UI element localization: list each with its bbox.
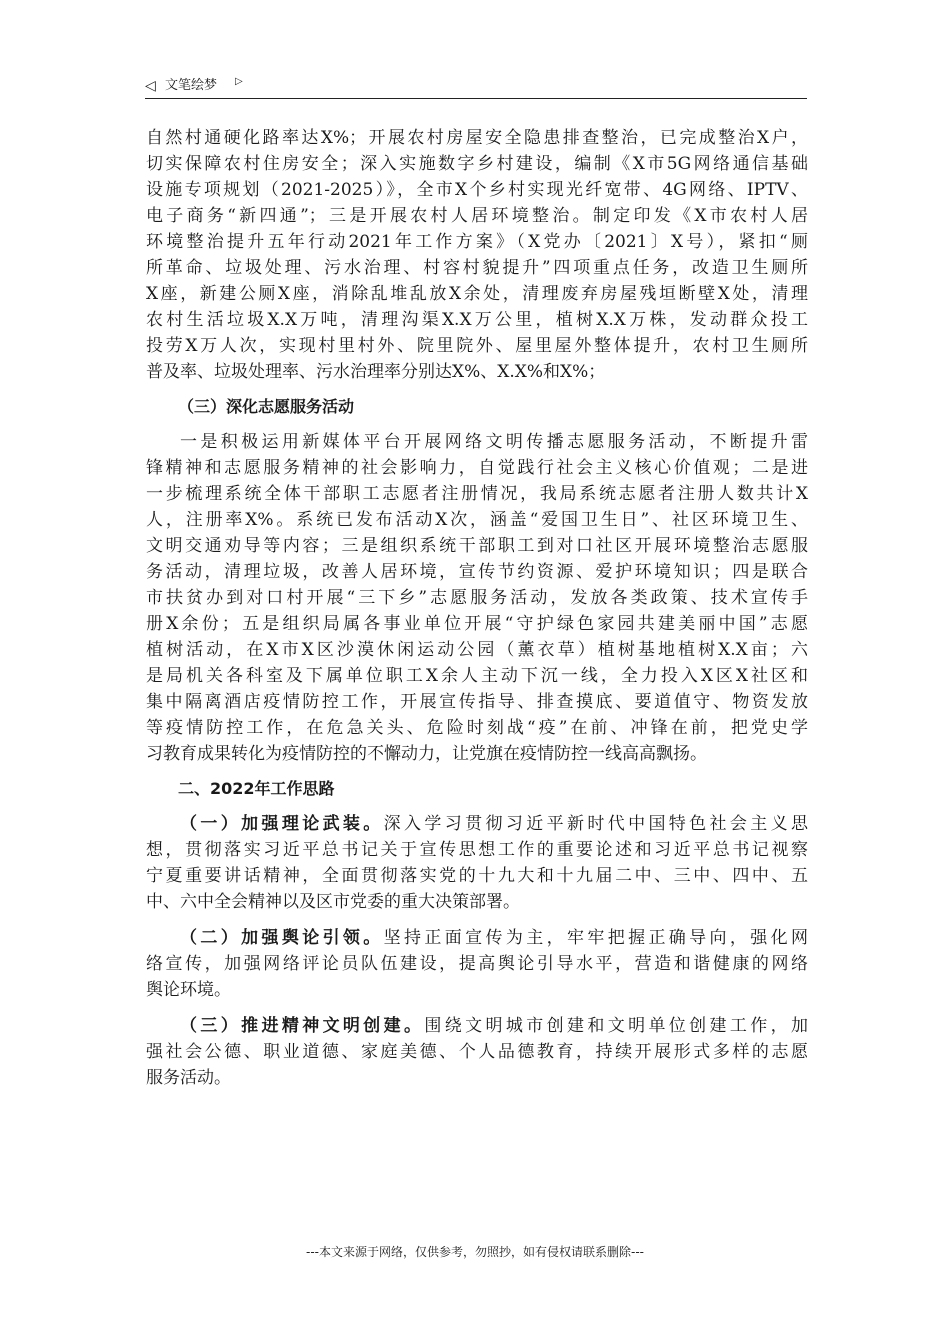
triangle-right-icon: ▷ [235,76,243,87]
section-heading-volunteer: （三）深化志愿服务活动 [178,397,355,416]
paragraph-line: 自然村通硬化路率达X%；开展农村房屋安全隐患排查整治，已完成整治X户， [146,128,808,148]
document-body [146,125,808,1091]
section-heading-2022: 二、2022年工作思路 [178,779,335,798]
paragraph-line: （一）加强理论武装。深入学习贯彻习近平新时代中国特色社会主义思 [180,814,809,834]
paragraph-line: 强社会公德、职业道德、家庭美德、个人品德教育，持续开展形式多样的志愿 [146,1042,808,1062]
paragraph-line: 一是积极运用新媒体平台开展网络文明传播志愿服务活动，不断提升雷 [180,432,808,452]
triangle-left-icon: ◁ [145,78,156,94]
paragraph-line: 设施专项规划（2021-2025）》，全市X个乡村实现光纤宽带、4G网络、IPTV、 [146,180,808,200]
paragraph-line: 络宣传，加强网络评论员队伍建设，提高舆论引导水平，营造和谐健康的网络 [146,954,808,974]
item-theory [146,811,808,915]
item-title: （三）推进精神文明创建。 [180,1016,425,1036]
paragraph-line: 服务活动。 [146,1068,231,1088]
paragraph-line: （二）加强舆论引领。坚持正面宣传为主，牢牢把握正确导向，强化网 [180,928,809,948]
paragraph-line: 人，注册率X%。系统已发布活动X次，涵盖“爱国卫生日”、社区环境卫生、 [146,510,808,530]
paragraph-line: 农村生活垃圾X.X万吨，清理沟渠X.X万公里，植树X.X万株，发动群众投工 [146,310,808,330]
paragraph-line: 册X余份；五是组织局属各事业单位开展“守护绿色家园共建美丽中国”志愿 [146,614,808,634]
paragraph-line: 投劳X万人次，实现村里村外、院里院外、屋里屋外整体提升，农村卫生厕所 [146,336,808,356]
paragraph-volunteer [146,429,808,767]
header-brand: 文笔绘梦 [165,78,218,93]
paragraph-line: 环境整治提升五年行动2021年工作方案》（X党办〔2021〕X号），紧扣“厕 [146,232,808,252]
paragraph-line: 务活动，清理垃圾，改善人居环境，宣传节约资源、爱护环境知识；四是联合 [146,562,808,582]
paragraph-line: X座，新建公厕X座，消除乱堆乱放X余处，清理废弃房屋残垣断壁X处，清理 [146,284,808,304]
item-public-opinion [146,925,808,1003]
page-header [145,74,807,99]
item-title: （二）加强舆论引领。 [180,928,384,948]
paragraph-line: 市扶贫办到对口村开展“三下乡”志愿服务活动，发放各类政策、技术宣传手 [146,588,808,608]
footer-disclaimer: ---本文来源于网络，仅供参考，勿照抄，如有侵权请联系删除--- [306,1245,644,1259]
paragraph-line: 文明交通劝导等内容；三是组织系统干部职工到对口社区开展环境整治志愿服 [146,536,808,556]
paragraph-line: 想，贯彻落实习近平总书记关于宣传思想工作的重要论述和习近平总书记视察 [146,840,808,860]
paragraph-line: 宁夏重要讲话精神，全面贯彻落实党的十九大和十九届二中、三中、四中、五 [146,866,808,886]
paragraph-line: 等疫情防控工作，在危急关头、危险时刻战“疫”在前、冲锋在前，把党史学 [146,718,808,738]
paragraph-line: 植树活动，在X市X区沙漠休闲运动公园（薰衣草）植树基地植树X.X亩；六 [146,640,808,660]
paragraph-line: （三）推进精神文明创建。围绕文明城市创建和文明单位创建工作，加 [180,1016,809,1036]
paragraph-line: 舆论环境。 [146,980,231,1000]
paragraph-top [146,125,808,385]
item-title: （一）加强理论武装。 [180,814,384,834]
paragraph-line: 锋精神和志愿服务精神的社会影响力，自觉践行社会主义核心价值观；二是进 [146,458,808,478]
paragraph-line: 习教育成果转化为疫情防控的不懈动力，让党旗在疫情防控一线高高飘扬。 [146,744,707,764]
paragraph-line: 普及率、垃圾处理率、污水治理率分别达X%、X.X%和X%； [146,362,606,382]
paragraph-line: 一步梳理系统全体干部职工志愿者注册情况，我局系统志愿者注册人数共计X [146,484,808,504]
paragraph-line: 是局机关各科室及下属单位职工X余人主动下沉一线，全力投入X区X社区和 [146,666,808,686]
paragraph-line: 集中隔离酒店疫情防控工作，开展宣传指导、排查摸底、要道值守、物资发放 [146,692,808,712]
paragraph-line: 电子商务“新四通”；三是开展农村人居环境整治。制定印发《X市农村人居 [146,206,808,226]
item-civilization [146,1013,808,1091]
paragraph-line: 切实保障农村住房安全；深入实施数字乡村建设，编制《X市5G网络通信基础 [146,154,808,174]
paragraph-line: 中、六中全会精神以及区市党委的重大决策部署。 [146,892,520,912]
paragraph-line: 所革命、垃圾处理、污水治理、村容村貌提升”四项重点任务，改造卫生厕所 [146,258,808,278]
